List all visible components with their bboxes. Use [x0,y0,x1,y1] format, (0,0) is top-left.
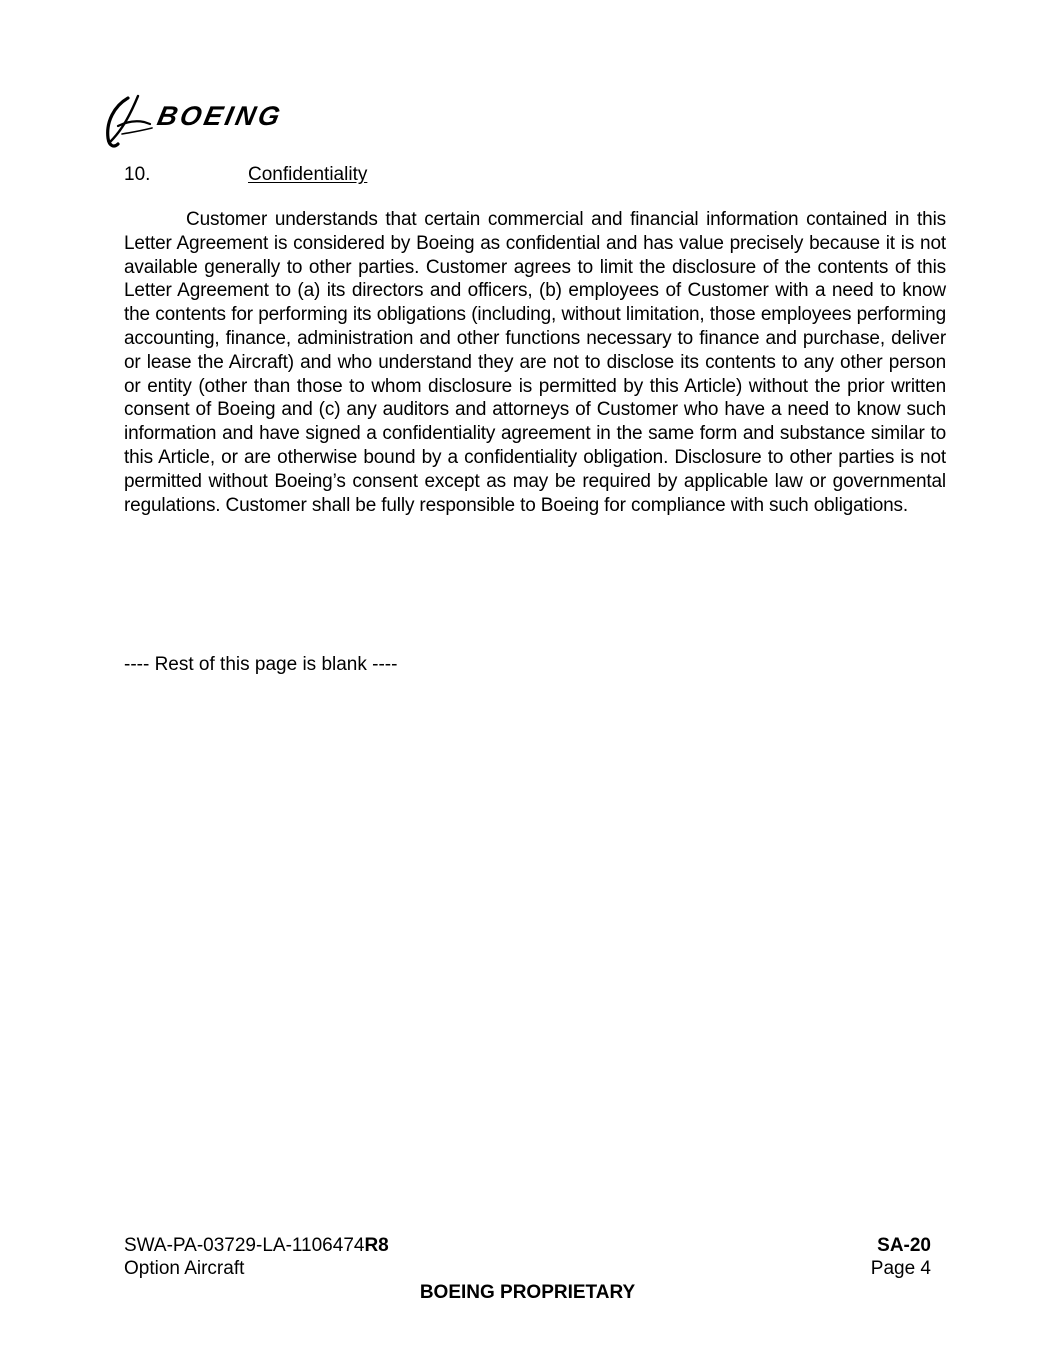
document-subject: Option Aircraft [124,1258,245,1279]
boeing-logo-icon [104,92,334,150]
page-number: Page 4 [870,1258,931,1279]
confidentiality-paragraph: Customer understands that certain commercial and financial information contained in this Letter Agreement is considered by Boeing as confidential and has value precisely because it is not available generally to other parties. Customer agrees to limit the disclosure of the contents of this Letter Agreement to (a) its directors and officers, (b) employees of Customer with a need to know the contents for performing its obligations (including, without limitation, those employees performing accounting, finance, administration and other functions necessary to finance and purchase, deliver or lease the Aircraft) and who understand they are not to disclose its contents to any other person or entity (other than those to whom disclosure is permitted by this Article) without the prior written consent of Boeing and (c) any auditors and attorneys of Customer who have a need to know such information and have signed a confidentiality agreement in the same form and substance similar to this Article, or are otherwise bound by a confidentiality obligation. Disclosure to other parties is not permitted without Boeing’s consent except as may be required by applicable law or governmental regulations. Customer shall be fully responsible to Boeing for compliance with such obligations. [124,209,946,516]
section-number: 10. [124,164,151,185]
document-revision: R8 [364,1235,389,1256]
svg-text:BOEING: BOEING [154,100,286,131]
footer-left [124,1234,389,1280]
proprietary-notice: BOEING PROPRIETARY [419,1282,636,1303]
supplement-number: SA-20 [877,1235,931,1256]
section-title: Confidentiality [248,164,368,185]
rest-of-page-blank-note: ---- Rest of this page is blank ---- [124,654,398,675]
document-id [124,1234,389,1257]
footer-right [871,1234,931,1280]
document-id-prefix: SWA-PA-03729-LA-1106474 [124,1235,365,1256]
boeing-logo [104,92,334,150]
